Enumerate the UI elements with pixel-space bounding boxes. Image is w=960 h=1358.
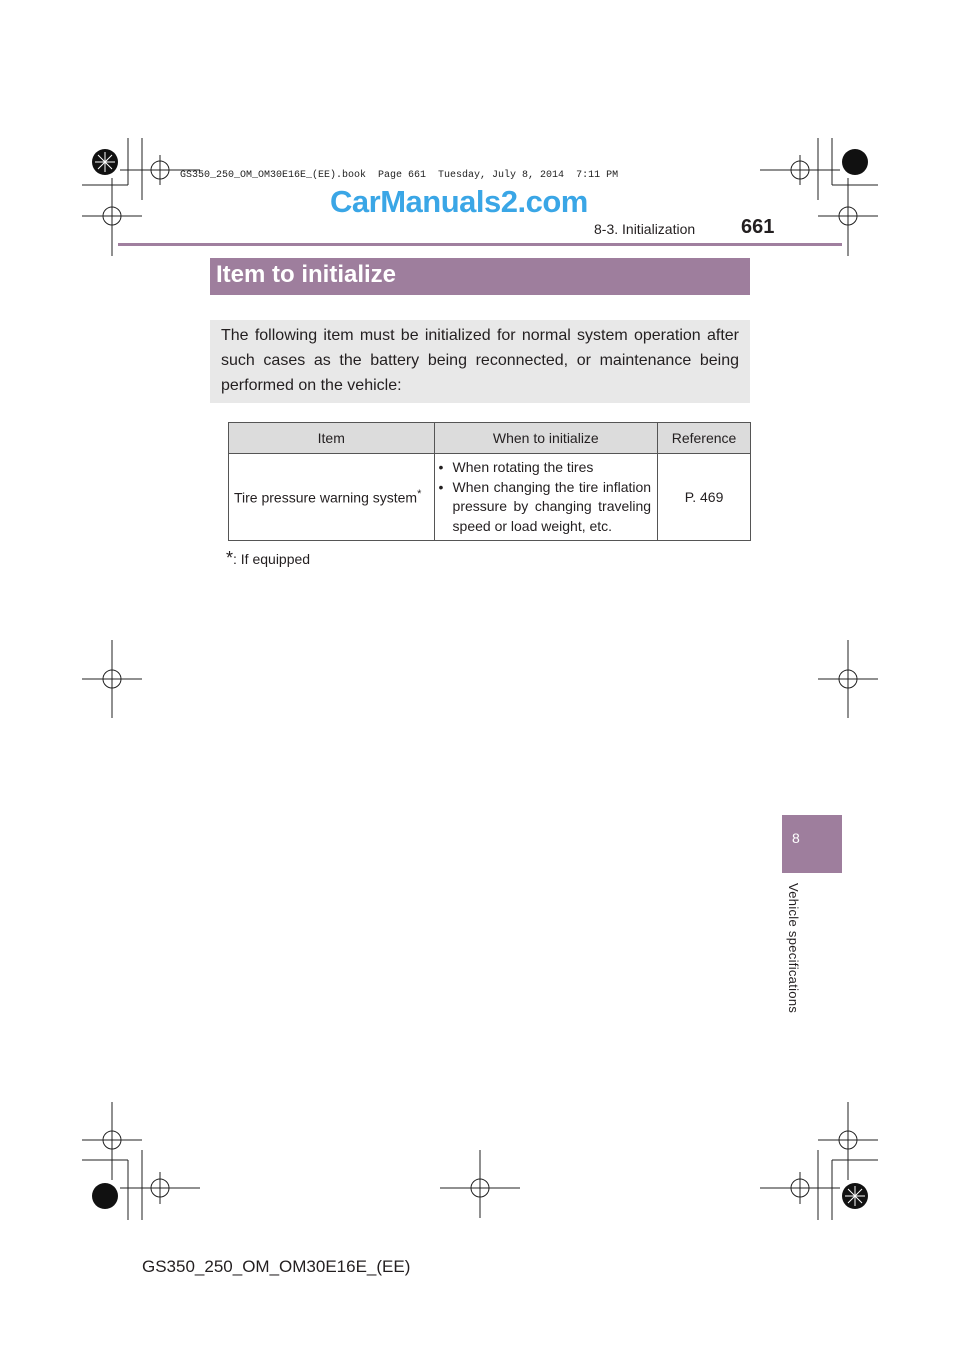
cell-when <box>434 454 658 541</box>
list-item: • When changing the tire inflation pressure by changing traveling speed or load weight, etc. <box>439 478 652 537</box>
footnote-marker: * <box>417 488 422 501</box>
when-list <box>435 456 658 538</box>
table-row <box>229 454 751 541</box>
header-rule <box>118 243 842 246</box>
column-header-when: When to initialize <box>434 423 658 454</box>
intro-text: The following item must be initialized for normal system operation after such cases as the battery being reconnected, or maintenance being performed on the vehicle: <box>221 327 739 394</box>
chapter-tab-label: Vehicle specifications <box>786 883 801 1014</box>
section-label: 8-3. Initialization <box>594 221 696 237</box>
footnote-mark: * <box>226 548 234 568</box>
list-item: • When rotating the tires <box>439 458 652 478</box>
cell-item <box>229 454 435 541</box>
cell-reference: P. 469 <box>658 454 751 541</box>
item-name: Tire pressure warning system <box>234 489 418 506</box>
column-header-item: Item <box>229 423 435 454</box>
print-proof-line: GS350_250_OM_OM30E16E_(EE).book Page 661 Tuesday, July 8, 2014 7:11 PM <box>180 170 619 181</box>
footnote <box>226 548 310 569</box>
initialization-table <box>228 422 751 541</box>
page-number: 661 <box>741 216 775 238</box>
table-header-row <box>229 423 751 454</box>
watermark-logo: CarManuals2.com <box>330 184 588 219</box>
chapter-tab-number: 8 <box>792 830 800 846</box>
column-header-reference: Reference <box>658 423 751 454</box>
page-title: Item to initialize <box>216 261 397 288</box>
chapter-tab <box>782 815 842 873</box>
document-code: GS350_250_OM_OM30E16E_(EE) <box>142 1257 411 1276</box>
footnote-text: : If equipped <box>233 551 311 567</box>
